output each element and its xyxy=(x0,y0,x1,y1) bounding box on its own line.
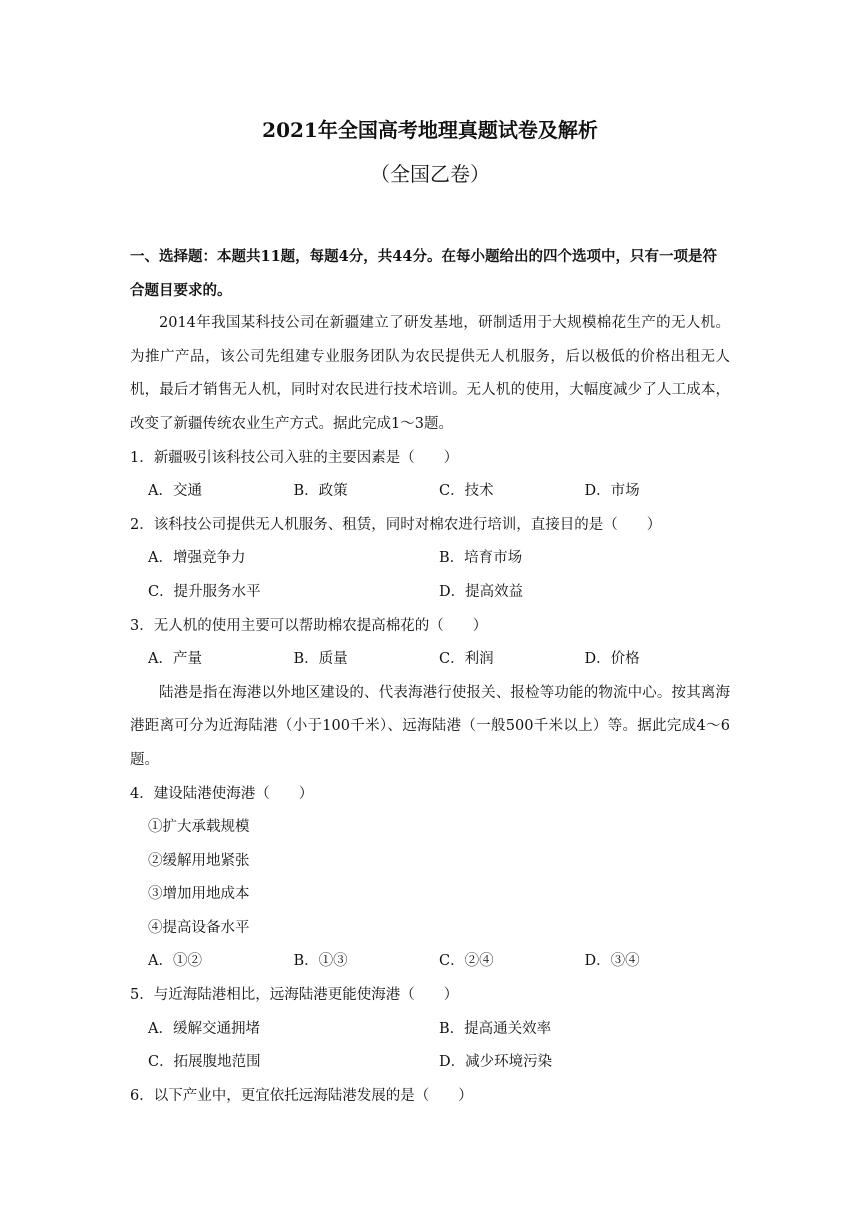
section-heading: 一、选择题：本题共11题，每题4分，共44分。在每小题给出的四个选项中，只有一项是符合题目要求的。 xyxy=(130,248,717,299)
page-subtitle: （全国乙卷） xyxy=(370,162,490,186)
question-2-options-row-1 xyxy=(130,542,730,576)
option-b: B．质量 xyxy=(293,651,348,668)
question-5-options-row-1 xyxy=(130,1013,730,1047)
option-a: A．交通 xyxy=(148,483,202,500)
question-4-options xyxy=(130,945,730,979)
passage-2: 陆港是指在海港以外地区建设的、代表海港行使报关、报检等功能的物流中心。按其离海港距离可分为近海陆港（小于100千米）、远海陆港（一般500千米以上）等。据此完成4～6题。 xyxy=(130,684,730,768)
option-a: A．产量 xyxy=(148,651,202,668)
question-6-stem: 6．以下产业中，更宜依托远海陆港发展的是（ ） xyxy=(130,1087,473,1104)
option-d: D．价格 xyxy=(584,651,640,668)
option-b: B．培育市场 xyxy=(439,550,523,567)
exam-body xyxy=(130,240,730,1113)
statement-2: ②缓解用地紧张 xyxy=(148,852,250,869)
option-d: D．③④ xyxy=(584,953,640,970)
statement-1: ①扩大承载规模 xyxy=(148,819,250,836)
option-a: A．增强竞争力 xyxy=(148,550,246,567)
question-2-stem: 2．该科技公司提供无人机服务、租赁，同时对棉农进行培训，直接目的是（ ） xyxy=(130,516,662,533)
option-b: B．提高通关效率 xyxy=(439,1020,552,1037)
page-title: 2021年全国高考地理真题试卷及解析 xyxy=(262,118,598,142)
statement-3: ③增加用地成本 xyxy=(148,886,250,903)
question-4-stem: 4．建设陆港使海港（ ） xyxy=(130,785,314,802)
option-c: C．②④ xyxy=(439,953,494,970)
option-b: B．①③ xyxy=(293,953,348,970)
option-a: A．缓解交通拥堵 xyxy=(148,1020,260,1037)
option-d: D．减少环境污染 xyxy=(439,1054,553,1071)
option-c: C．拓展腹地范围 xyxy=(148,1054,261,1071)
question-3-options xyxy=(130,643,730,677)
statement-4: ④提高设备水平 xyxy=(148,919,250,936)
question-3-stem: 3．无人机的使用主要可以帮助棉农提高棉花的（ ） xyxy=(130,617,488,634)
option-a: A．①② xyxy=(148,953,202,970)
question-5-stem: 5．与近海陆港相比，远海陆港更能使海港（ ） xyxy=(130,987,459,1004)
option-d: D．市场 xyxy=(584,483,640,500)
passage-1: 2014年我国某科技公司在新疆建立了研发基地，研制适用于大规模棉花生产的无人机。为推广产品，该公司先组建专业服务团队为农民提供无人机服务，后以极低的价格出租无人机，最后才销售无人机，同时对农民进行技术培训。无人机的使用，大幅度减少了人工成本，改变了新疆传统农业生产方式。据此完成1～3题。 xyxy=(130,315,730,432)
question-5-options-row-2 xyxy=(130,1046,730,1080)
question-1-options xyxy=(130,475,730,509)
option-d: D．提高效益 xyxy=(439,583,524,600)
question-2-options-row-2 xyxy=(130,576,730,610)
option-c: C．利润 xyxy=(439,651,494,668)
question-1-stem: 1．新疆吸引该科技公司入驻的主要因素是（ ） xyxy=(130,449,459,466)
option-c: C．提升服务水平 xyxy=(148,583,261,600)
option-b: B．政策 xyxy=(293,483,348,500)
option-c: C．技术 xyxy=(439,483,494,500)
